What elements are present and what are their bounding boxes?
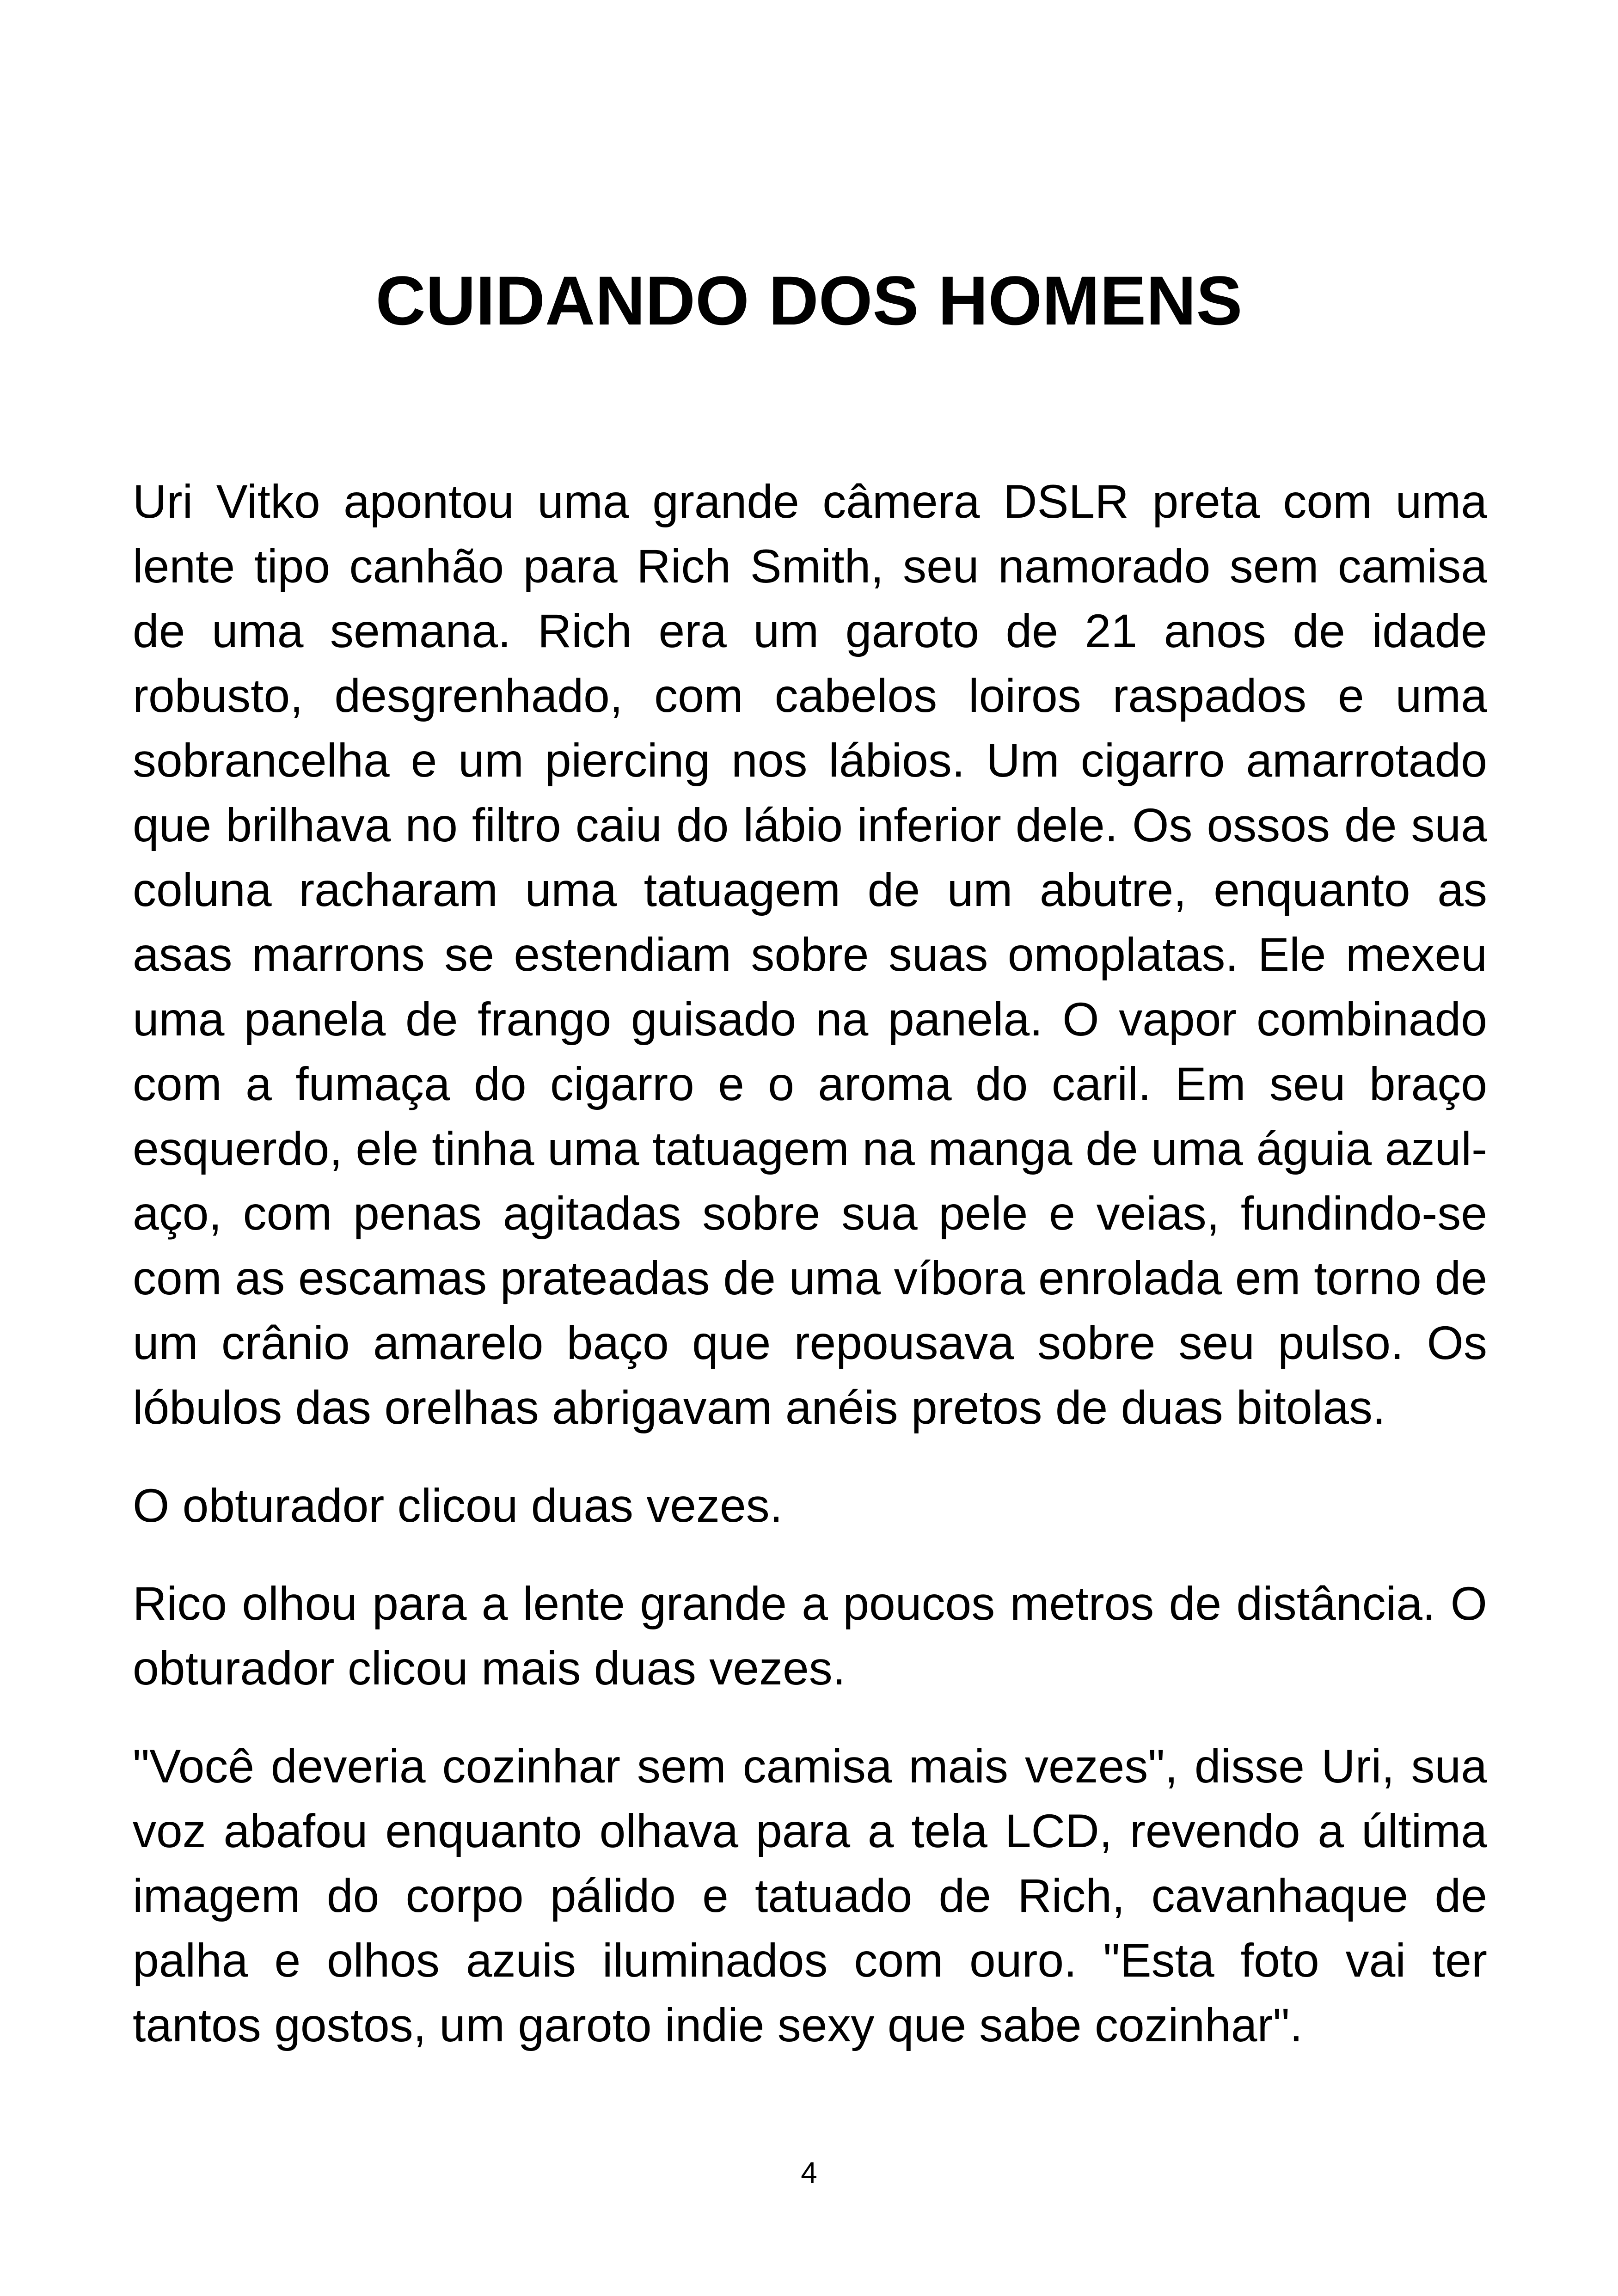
paragraph: Uri Vitko apontou uma grande câmera DSLR preta com uma lente tipo canhão para Rich Smith, seu namorado sem camisa de uma semana. Rich era um garoto de 21 anos de idade robusto, desgrenhado, com cabelos loiros raspados e uma sobrancelha e um piercing nos lábios. Um cigarro amarrotado que brilhava no filtro caiu do lábio inferior dele. Os ossos de sua coluna racharam uma tatuagem de um abutre, enquanto as asas marrons se estendiam sobre suas omoplatas. Ele mexeu uma panela de frango guisado na panela. O vapor combinado com a fumaça do cigarro e o aroma do caril. Em seu braço esquerdo, ele tinha uma tatuagem na manga de uma águia azul-aço, com penas agitadas sobre sua pele e veias, fundindo-se com as escamas prateadas de uma víbora enrolada em torno de um crânio amarelo baço que repousava sobre seu pulso. Os lóbulos das orelhas abrigavam anéis pretos de duas bitolas. <box>133 475 1487 1434</box>
paragraph: O obturador clicou duas vezes. <box>133 1479 783 1532</box>
page-number: 4 <box>801 2156 817 2189</box>
paragraph: Rico olhou para a lente grande a poucos metros de distância. O obturador clicou mais duas vezes. <box>133 1577 1487 1695</box>
chapter-title: CUIDANDO DOS HOMENS <box>375 262 1243 339</box>
paragraph: "Você deveria cozinhar sem camisa mais vezes", disse Uri, sua voz abafou enquanto olhava para a tela LCD, revendo a última imagem do corpo pálido e tatuado de Rich, cavanhaque de palha e olhos azuis iluminados com ouro. "Esta foto vai ter tantos gostos, um garoto indie sexy que sabe cozinhar". <box>133 1740 1487 2051</box>
body-text <box>133 469 1487 2091</box>
